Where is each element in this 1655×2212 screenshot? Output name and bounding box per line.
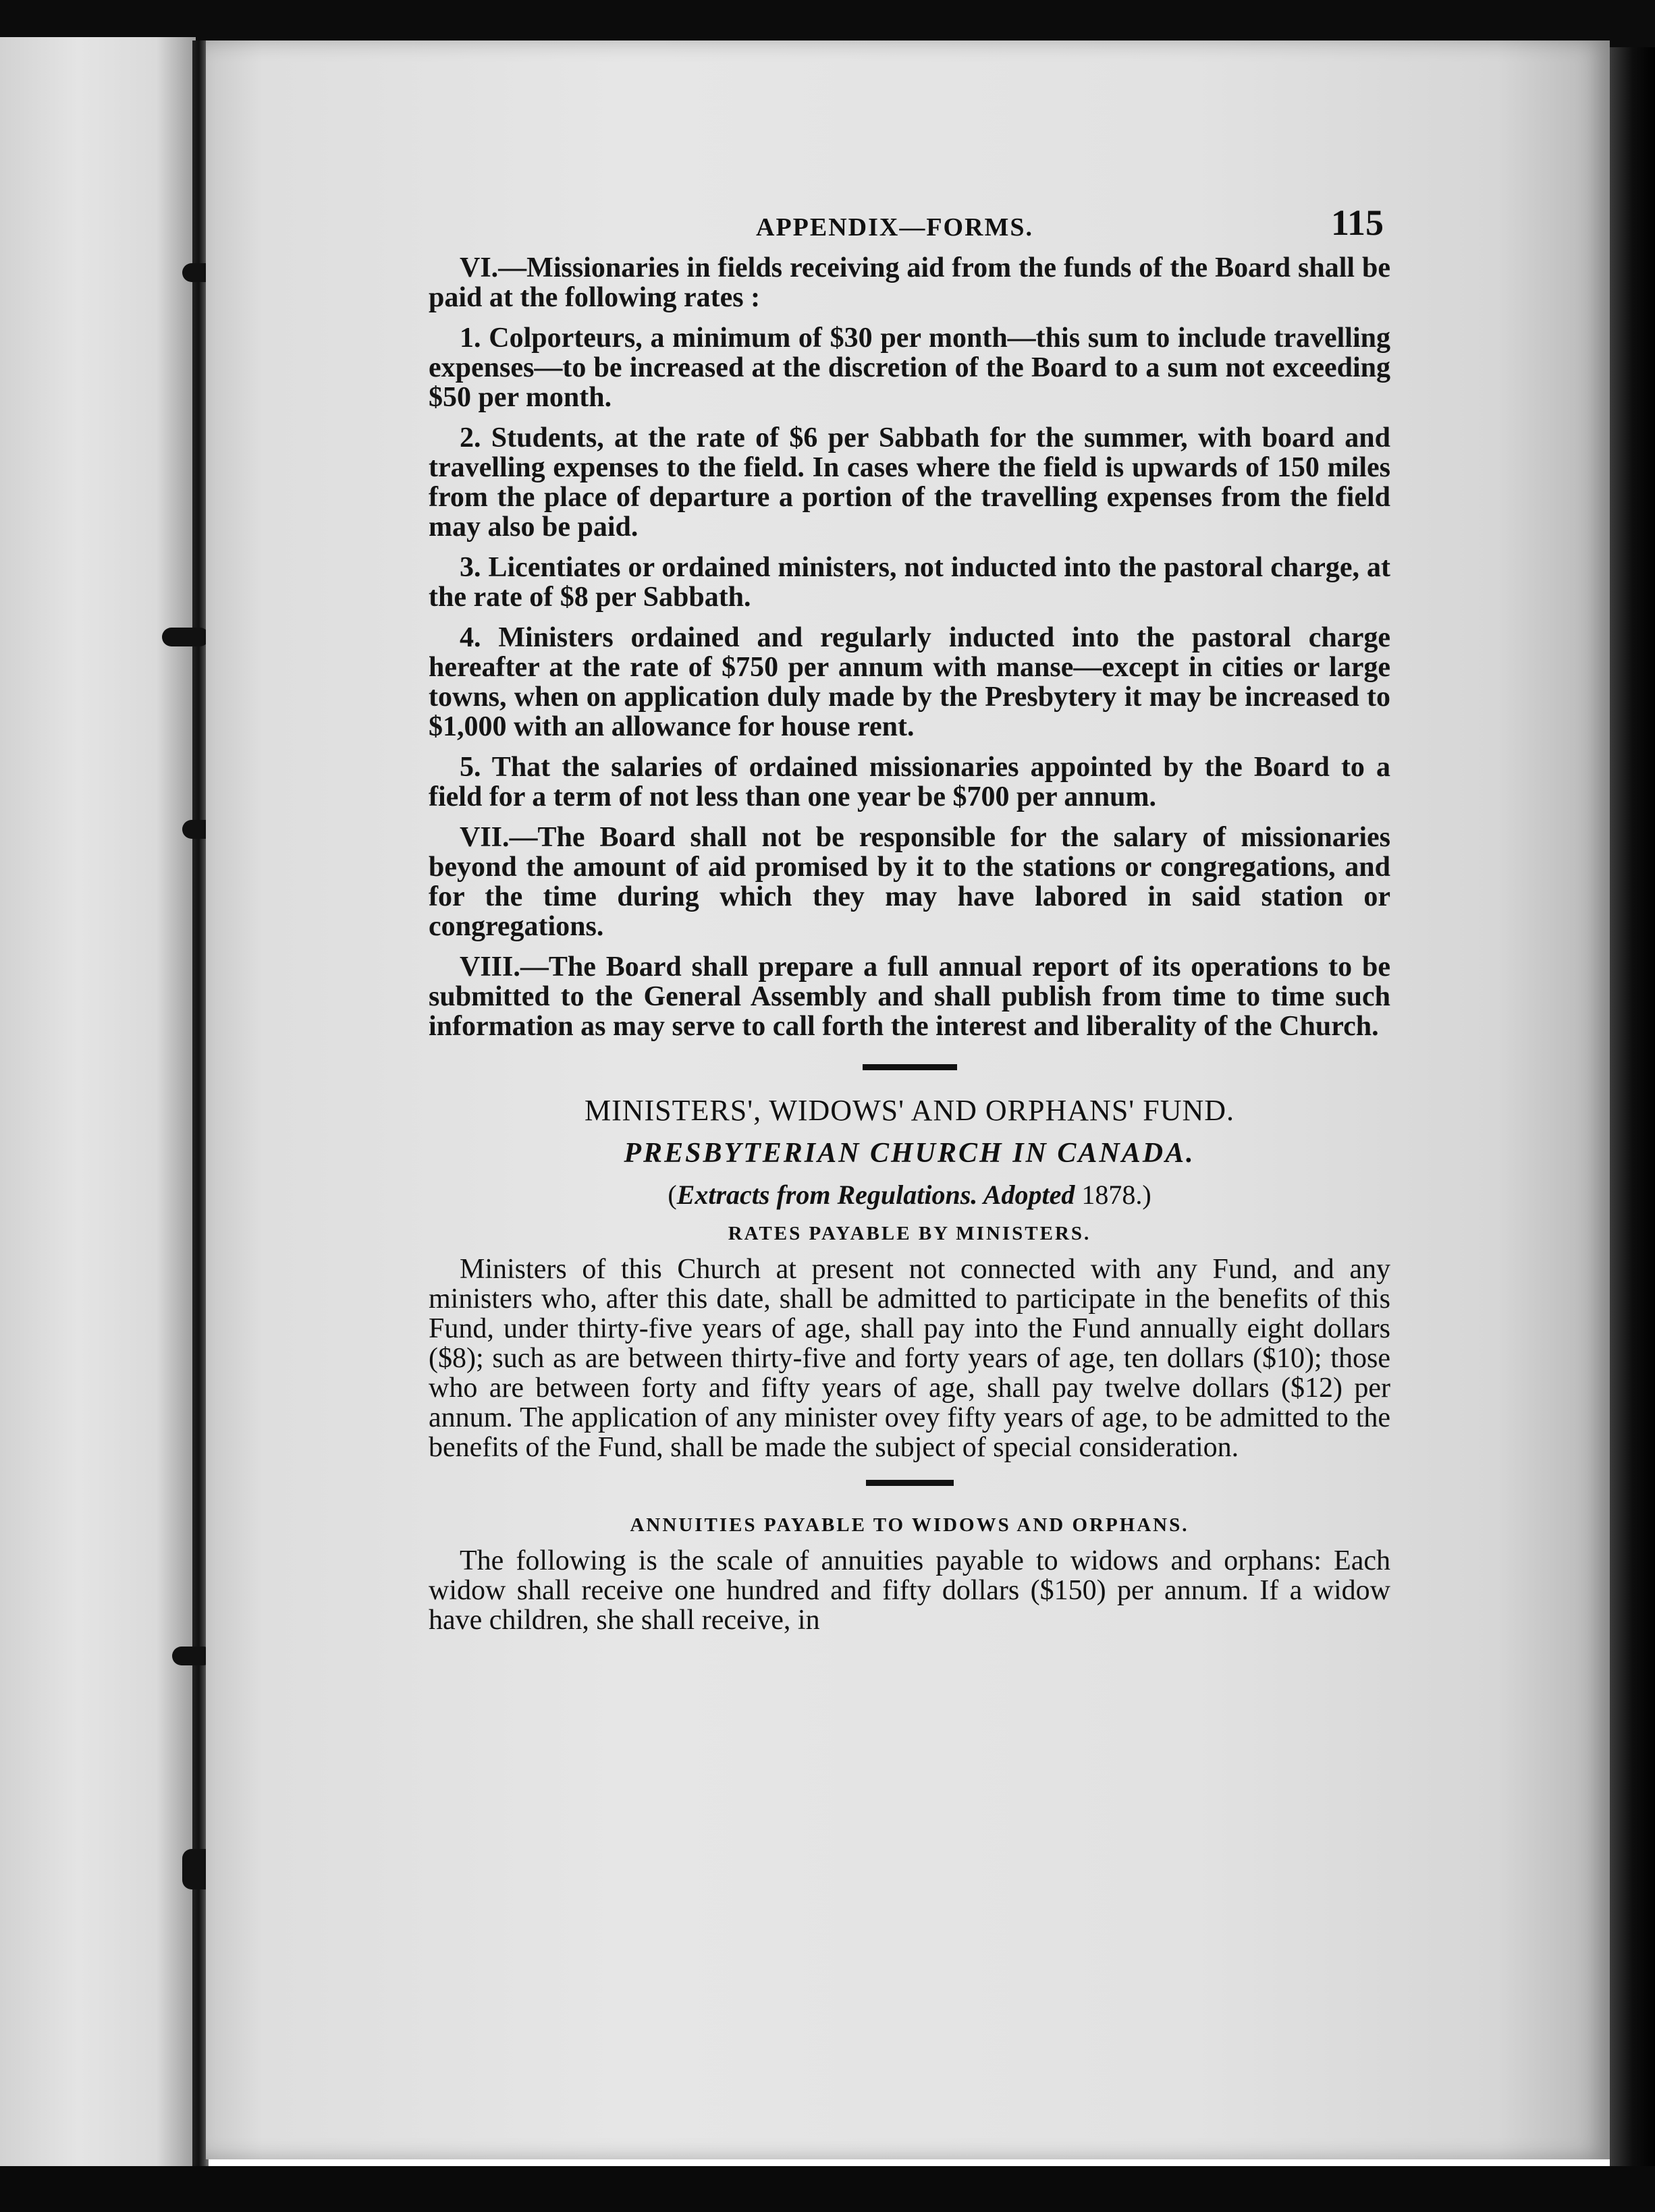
section-divider (866, 1480, 954, 1486)
fund-section-title: MINISTERS', WIDOWS' AND ORPHANS' FUND. (584, 1094, 1235, 1127)
left-facing-page (0, 37, 196, 2169)
rule-paragraph: 4. Ministers ordained and regularly inducted into the pastoral charge hereafter at the rate of $750 per annum with manse—except in cities or large towns, when on application duly made by the Presbytery it may be increased to $1,000 with an allowance for house rent. (429, 622, 1390, 742)
fund-section-subtitle: PRESBYTERIAN CHURCH IN CANADA. (624, 1138, 1195, 1169)
running-head-title: APPENDIX—FORMS. (756, 213, 1034, 242)
note-italic: Extracts from Regulations. Adopted (676, 1180, 1075, 1210)
rule-paragraph: 5. That the salaries of ordained missionaries appointed by the Board to a field for a term of not less than one year be $700 per annum. (429, 752, 1390, 812)
rates-heading: RATES PAYABLE BY MINISTERS. (728, 1223, 1091, 1244)
page-text (429, 199, 1390, 1646)
note-open: ( (668, 1180, 677, 1210)
fund-section-note (429, 1179, 1390, 1211)
scan-bottom-border (0, 2166, 1655, 2212)
annuities-heading: ANNUITIES PAYABLE TO WIDOWS AND ORPHANS. (630, 1514, 1189, 1536)
note-close: 1878.) (1075, 1180, 1151, 1210)
rule-paragraph: 2. Students, at the rate of $6 per Sabbath for the summer, with board and travelling expenses to the field. In cases where the field is upwards of 150 miles from the place of departure a portion of the travelling expenses from the field may also be paid. (429, 422, 1390, 543)
rule-paragraph: 3. Licentiates or ordained ministers, not inducted into the pastoral charge, at the rate of $8 per Sabbath. (429, 552, 1390, 613)
rule-paragraph: VII.—The Board shall not be responsible for the salary of missionaries beyond the amount of aid promised by it to the stations or congregations, and for the time during which they may have labored in said station or congregations. (429, 822, 1390, 942)
scan-right-border (1610, 47, 1655, 2166)
section-divider (863, 1064, 957, 1070)
rule-paragraph: VI.—Missionaries in fields receiving aid from the funds of the Board shall be paid at the following rates : (429, 252, 1390, 313)
annuities-paragraph: The following is the scale of annuities payable to widows and orphans: Each widow shall receive one hundred and fifty dollars ($150) per annum. If a widow have children, she shall receive, in (429, 1545, 1390, 1636)
binding-thread (162, 628, 209, 646)
page-number: 115 (1330, 202, 1384, 243)
running-head (429, 199, 1390, 253)
rule-paragraph: 1. Colporteurs, a minimum of $30 per month—this sum to include travelling expenses—to be increased at the discretion of the Board to a sum not exceeding $50 per month. (429, 323, 1390, 413)
rates-paragraph: Ministers of this Church at present not connected with any Fund, and any ministers who, after this date, shall be admitted to participate in the benefits of this Fund, under thirty-five years of age, shall pay into the Fund annually eight dollars ($8); such as are between thirty-five and forty years of age, ten dollars ($10); those who are between forty and fifty years of age, shall pay twelve dollars ($12) per annum. The application of any minister ovey fifty years of age, to be admitted to the benefits of the Fund, shall be made the subject of special consideration. (429, 1254, 1390, 1463)
rule-paragraph: VIII.—The Board shall prepare a full annual report of its operations to be submitted to the General Assembly and shall publish from time to time such information as may serve to call forth the interest and liberality of the Church. (429, 951, 1390, 1042)
